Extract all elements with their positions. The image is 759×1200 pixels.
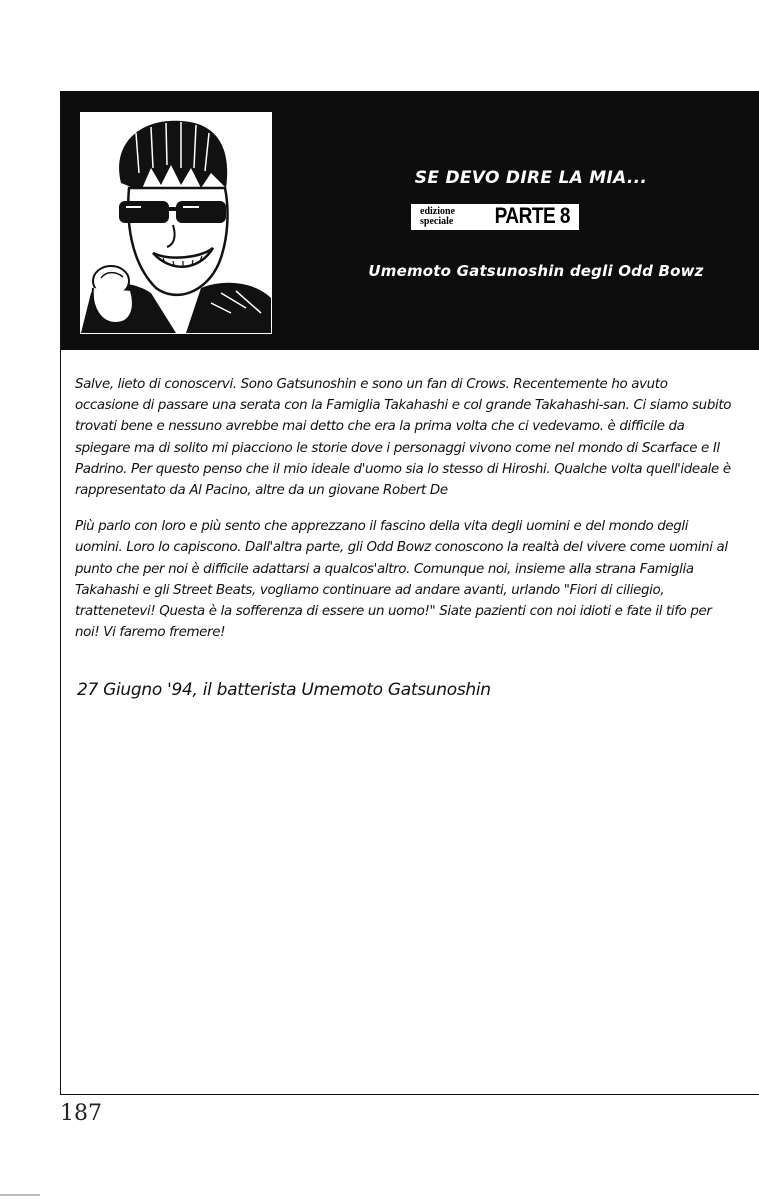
series-title: SE DEVO DIRE LA MIA... [414,168,648,188]
portrait-icon [81,113,271,333]
header-banner [61,92,759,350]
paragraph-2: Più parlo con loro e più sento che apprezzano il fascino della vita degli uomini e del mondo degli uomini. Loro lo capiscono. Dall'altra parte, gli Odd Bowz conoscono la realtà del vivere come uomini al punto che per noi è difficile adattarsi a qualcos'altro. Comunque noi, insieme alla strana Famiglia Takahashi e gli Street Beats, vogliamo continuare ad andare avanti, urlando "Fiori di ciliegio, trattenetevi! Questa è la sofferenza di essere un uomo!" Siate pazienti con noi idioti e fate il tifo per noi! Vi faremo fremere! [75,519,728,641]
scan-mark [0,1194,40,1196]
article-frame [60,91,759,1095]
badge-part-number: PARTE 8 [494,204,570,229]
page-number: 187 [60,1101,102,1126]
paragraph-1: Salve, lieto di conoscervi. Sono Gatsunoshin e sono un fan di Crows. Recentemente ho avuto occasione di passare una serata con la Famiglia Takahashi e col grande Takahashi-san. Ci siamo subito trovati bene e nessuno avrebbe mai detto che era la prima volta che ci vedevamo. è difficile da spiegare ma di solito mi piacciono le storie dove i personaggi vivono come nel mondo di Scarface e Il Padrino. Per questo penso che il mio ideale d'uomo sia lo stesso di Hiroshi. Qualche volta quell'ideale è rappresentato da Al Pacino, altre da un giovane Robert De [75,377,732,499]
article-body [75,374,735,643]
signature-line: 27 Giugno '94, il batterista Umemoto Gatsunoshin [77,680,491,700]
author-line: Umemoto Gatsunoshin degli Odd Bowz [368,262,704,280]
portrait-illustration [80,112,272,334]
badge-edition-label: edizione speciale [420,206,455,227]
part-badge [412,205,578,229]
